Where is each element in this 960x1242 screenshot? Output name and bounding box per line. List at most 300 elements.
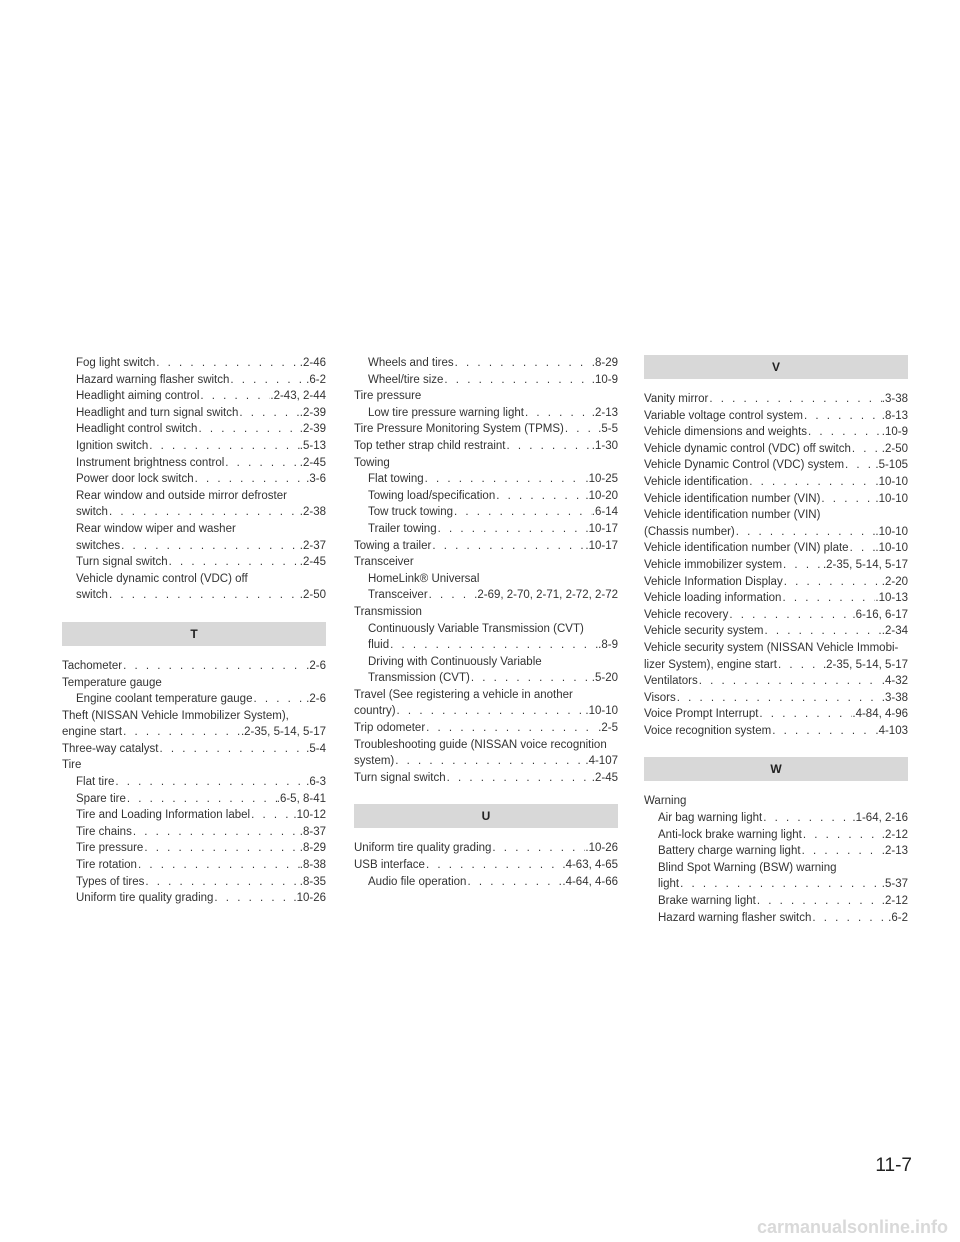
index-subentry: Driving with Continuously Variable — [368, 655, 542, 668]
index-entry — [644, 540, 908, 557]
index-subentry — [62, 587, 326, 604]
dot-leader — [807, 424, 882, 441]
entry-term: Battery charge warning light — [658, 845, 801, 858]
entry-pages[interactable]: .2-12 — [881, 828, 908, 841]
index-entry: Transceiver — [354, 556, 414, 569]
index-entry — [644, 690, 908, 707]
entry-pages[interactable]: .8-38 — [299, 859, 326, 872]
dot-leader — [194, 471, 307, 488]
index-subentry: HomeLink® Universal — [368, 572, 480, 585]
index-subentry — [62, 355, 326, 372]
entry-pages[interactable]: .2-45 — [591, 771, 618, 784]
index-entry — [644, 574, 908, 591]
entry-pages[interactable]: .6-2 — [306, 373, 326, 386]
index-subentry: Rear window wiper and washer — [76, 522, 236, 535]
index-entry: Travel (See registering a vehicle in another — [354, 688, 573, 701]
index-subentry — [62, 874, 326, 891]
index-entry — [354, 538, 618, 555]
entry-pages[interactable]: .5-37 — [881, 878, 908, 891]
dot-leader — [758, 706, 852, 723]
entry-term: Wheel/tire size — [368, 373, 444, 386]
index-column-3 — [644, 355, 908, 926]
dot-leader — [108, 587, 300, 604]
index-subentry — [62, 455, 326, 472]
index-subentry — [644, 893, 908, 910]
dot-leader — [428, 587, 475, 604]
index-entry: Vehicle security system (NISSAN Vehicle Immobi- — [644, 641, 899, 654]
index-subentry — [354, 355, 618, 372]
entry-term: (Chassis number) — [644, 525, 735, 538]
dot-leader — [783, 574, 882, 591]
entry-term: fluid — [368, 639, 390, 652]
entry-term: Flat tire — [76, 776, 115, 789]
index-entry — [644, 524, 908, 541]
index-entry: Temperature gauge — [62, 676, 162, 689]
dot-leader — [781, 590, 875, 607]
entry-term: Transmission (CVT) — [368, 672, 470, 685]
entry-pages[interactable]: .10-12 — [293, 809, 326, 822]
entry-pages[interactable]: .6-5, 8-41 — [276, 792, 326, 805]
index-entry — [644, 657, 908, 674]
entry-pages[interactable]: .10-9 — [881, 426, 908, 439]
entry-term: Fog light switch — [76, 357, 156, 369]
entry-term: Vehicle dynamic control (VDC) off switch — [644, 442, 851, 455]
dot-leader — [120, 538, 300, 555]
index-entry — [644, 557, 908, 574]
entry-term: USB interface — [354, 859, 425, 872]
entry-pages[interactable]: .2-5 — [598, 722, 618, 735]
entry-pages[interactable]: .5-4 — [306, 742, 326, 755]
entry-term: Headlight control switch — [76, 423, 198, 436]
entry-term: Air bag warning light — [658, 812, 763, 825]
entry-pages[interactable]: .2-35, 5-14, 5-17 — [240, 726, 326, 739]
entry-pages[interactable]: .2-39 — [299, 406, 326, 419]
dot-leader — [844, 457, 875, 474]
entry-pages[interactable]: .4-32 — [881, 675, 908, 688]
entry-pages[interactable]: .10-17 — [585, 522, 618, 535]
entry-pages[interactable]: .2-45 — [299, 556, 326, 569]
entry-pages[interactable]: .2-35, 5-14, 5-17 — [822, 658, 908, 671]
section-heading: U — [354, 804, 618, 828]
dot-leader — [564, 421, 598, 438]
entry-term: Transceiver — [368, 589, 428, 602]
index-entry — [354, 438, 618, 455]
index-entry — [644, 491, 908, 508]
entry-pages[interactable]: .5-13 — [299, 439, 326, 452]
entry-pages[interactable]: .8-29 — [591, 357, 618, 369]
index-subentry — [644, 810, 908, 827]
entry-term: lizer System), engine start — [644, 658, 777, 671]
entry-term: Types of tires — [76, 875, 145, 888]
entry-pages[interactable]: .4-107 — [585, 755, 618, 768]
index-entry — [354, 421, 618, 438]
dot-leader — [229, 372, 306, 389]
index-subentry — [62, 471, 326, 488]
page-number: 11-7 — [875, 1155, 912, 1176]
dot-leader — [224, 455, 299, 472]
dot-leader — [679, 876, 882, 893]
dot-leader — [126, 791, 277, 808]
dot-leader — [811, 910, 888, 927]
entry-term: Tachometer — [62, 659, 123, 672]
index-entry: Transmission — [354, 605, 422, 618]
section-heading: T — [62, 622, 326, 646]
entry-pages[interactable]: .10-10 — [875, 525, 908, 538]
entry-term: Anti-lock brake warning light — [658, 828, 802, 841]
index-subentry: Continuously Variable Transmission (CVT) — [368, 622, 584, 635]
index-entry — [354, 753, 618, 770]
entry-pages[interactable]: .4-84, 4-96 — [852, 708, 908, 721]
entry-pages[interactable]: .10-26 — [293, 892, 326, 905]
index-subentry: Blind Spot Warning (BSW) warning — [658, 861, 837, 874]
index-subentry — [354, 488, 618, 505]
dot-leader — [802, 827, 882, 844]
entry-pages[interactable]: .2-69, 2-70, 2-71, 2-72, 2-72 — [474, 589, 618, 602]
entry-pages[interactable]: .6-16, 6-17 — [852, 608, 908, 621]
entry-term: Flat towing — [368, 473, 424, 486]
dot-leader — [698, 673, 882, 690]
dot-leader — [748, 474, 875, 491]
dot-leader — [108, 504, 300, 521]
entry-term: Headlight and turn signal switch — [76, 406, 239, 419]
index-entry — [62, 724, 326, 741]
entry-term: Power door lock switch — [76, 473, 194, 486]
entry-term: country) — [354, 705, 396, 718]
index-subentry — [644, 876, 908, 893]
index-entry — [354, 703, 618, 720]
index-subentry — [354, 587, 618, 604]
index-entry — [644, 457, 908, 474]
entry-pages[interactable]: .2-37 — [299, 539, 326, 552]
index-entry — [354, 840, 618, 857]
dot-leader — [506, 438, 592, 455]
entry-pages[interactable]: .4-64, 4-66 — [562, 875, 618, 888]
entry-pages[interactable]: .10-26 — [585, 842, 618, 855]
index-entry — [354, 770, 618, 787]
entry-term: switch — [76, 506, 108, 519]
entry-pages[interactable]: .2-34 — [881, 625, 908, 638]
entry-pages[interactable]: .5-5 — [598, 423, 618, 436]
entry-term: Vehicle Dynamic Control (VDC) system — [644, 459, 845, 472]
entry-term: Turn signal switch — [76, 556, 168, 569]
entry-term: Turn signal switch — [354, 771, 446, 784]
dot-leader — [199, 388, 270, 405]
index-entry — [62, 658, 326, 675]
dot-leader — [159, 741, 307, 758]
dot-leader — [168, 554, 300, 571]
entry-pages[interactable]: .4-63, 4-65 — [562, 859, 618, 872]
index-subentry — [644, 910, 908, 927]
entry-pages[interactable]: .10-17 — [585, 539, 618, 552]
entry-pages[interactable]: .8-29 — [299, 842, 326, 855]
entry-pages[interactable]: .2-50 — [881, 442, 908, 455]
dot-leader — [446, 770, 592, 787]
entry-term: Hazard warning flasher switch — [76, 373, 230, 386]
entry-term: Low tire pressure warning light — [368, 406, 524, 419]
entry-pages[interactable]: .2-35, 5-14, 5-17 — [822, 558, 908, 571]
entry-pages[interactable]: .2-6 — [306, 693, 326, 706]
index-subentry — [62, 890, 326, 907]
dot-leader — [491, 840, 585, 857]
dot-leader — [213, 890, 293, 907]
watermark: carmanualsonline.info — [756, 1217, 948, 1237]
index-entry — [644, 623, 908, 640]
index-entry — [354, 857, 618, 874]
dot-leader — [396, 703, 586, 720]
dot-leader — [437, 521, 586, 538]
dot-leader — [132, 824, 300, 841]
entry-pages[interactable]: .1-64, 2-16 — [852, 812, 908, 825]
dot-leader — [708, 391, 881, 408]
entry-term: Vehicle identification number (VIN) plate — [644, 542, 849, 555]
entry-pages[interactable]: .2-39 — [299, 423, 326, 436]
entry-term: Tire rotation — [76, 859, 137, 872]
entry-pages[interactable]: .6-2 — [888, 911, 908, 924]
index-subentry — [62, 405, 326, 422]
entry-term: Vehicle identification number (VIN) — [644, 492, 821, 505]
dot-leader — [389, 637, 598, 654]
entry-term: Tire pressure — [76, 842, 144, 855]
entry-pages[interactable]: .6-3 — [306, 776, 326, 789]
entry-pages[interactable]: .2-38 — [299, 506, 326, 519]
entry-term: Tire and Loading Information label — [76, 809, 251, 822]
dot-leader — [431, 538, 585, 555]
index-subentry: Vehicle dynamic control (VDC) off — [76, 572, 248, 585]
index-subentry — [62, 791, 326, 808]
dot-leader — [728, 607, 852, 624]
entry-pages[interactable]: .10-9 — [591, 373, 618, 386]
entry-term: Wheels and tires — [368, 357, 454, 369]
dot-leader — [851, 441, 882, 458]
index-entry: Troubleshooting guide (NISSAN voice recognition — [354, 738, 607, 751]
index-subentry — [62, 774, 326, 791]
index-column-1 — [62, 355, 326, 907]
entry-pages[interactable]: .10-10 — [875, 475, 908, 488]
entry-term: Ignition switch — [76, 439, 149, 452]
entry-term: Headlight aiming control — [76, 390, 200, 403]
dot-leader — [143, 840, 299, 857]
index-entry — [644, 441, 908, 458]
index-subentry — [354, 521, 618, 538]
entry-term: Uniform tire quality grading — [76, 892, 214, 905]
entry-term: Variable voltage control system — [644, 409, 803, 422]
index-entry — [644, 723, 908, 740]
entry-term: Engine coolant temperature gauge — [76, 693, 253, 706]
dot-leader — [122, 658, 306, 675]
entry-term: Uniform tire quality grading — [354, 842, 492, 855]
entry-pages[interactable]: .10-25 — [585, 473, 618, 486]
index-entry: Vehicle identification number (VIN) — [644, 509, 821, 522]
index-subentry — [62, 438, 326, 455]
dot-leader — [453, 504, 592, 521]
entry-term: Visors — [644, 691, 676, 704]
entry-pages[interactable]: .10-10 — [875, 492, 908, 505]
entry-pages[interactable]: .6-14 — [591, 506, 618, 519]
entry-term: Brake warning light — [658, 895, 756, 908]
entry-term: Trailer towing — [368, 522, 437, 535]
entry-term: Spare tire — [76, 792, 126, 805]
entry-pages[interactable]: .2-45 — [299, 456, 326, 469]
dot-leader — [777, 657, 823, 674]
entry-term: Vehicle security system — [644, 625, 764, 638]
index-entry: Tire pressure — [354, 390, 422, 403]
entry-term: Tire chains — [76, 825, 132, 838]
index-entry: Tire — [62, 759, 82, 772]
entry-term: Vehicle loading information — [644, 592, 782, 605]
entry-term: switches — [76, 539, 121, 552]
entry-pages[interactable]: .10-20 — [585, 489, 618, 502]
entry-term: Vanity mirror — [644, 393, 709, 405]
index-entry: Warning — [644, 795, 687, 808]
dot-leader — [197, 421, 299, 438]
entry-term: Voice Prompt Interrupt — [644, 708, 759, 721]
index-subentry — [354, 637, 618, 654]
index-subentry — [62, 388, 326, 405]
entry-term: switch — [76, 589, 108, 602]
index-column-2 — [354, 355, 618, 890]
entry-term: Three-way catalyst — [62, 742, 159, 755]
entry-pages[interactable]: .3-38 — [881, 393, 908, 405]
dot-leader — [155, 355, 300, 372]
entry-pages[interactable]: .10-10 — [875, 542, 908, 555]
index-subentry — [62, 691, 326, 708]
dot-leader — [470, 670, 592, 687]
index-subentry — [62, 807, 326, 824]
entry-pages[interactable]: .3-38 — [881, 691, 908, 704]
dot-leader — [250, 807, 293, 824]
index-subentry — [62, 824, 326, 841]
section-heading: W — [644, 757, 908, 781]
index-subentry — [354, 405, 618, 422]
entry-term: Vehicle identification — [644, 475, 749, 488]
entry-pages[interactable]: .8-13 — [881, 409, 908, 422]
index-subentry — [62, 538, 326, 555]
entry-term: Vehicle dimensions and weights — [644, 426, 808, 439]
entry-pages[interactable]: .2-46 — [299, 357, 326, 369]
entry-term: Voice recognition system — [644, 724, 772, 737]
dot-leader — [524, 405, 592, 422]
index-entry — [644, 607, 908, 624]
entry-pages[interactable]: .4-103 — [875, 724, 908, 737]
index-entry — [644, 673, 908, 690]
index-entry — [644, 391, 908, 408]
index-subentry — [62, 421, 326, 438]
index-subentry — [62, 840, 326, 857]
dot-leader — [148, 438, 300, 455]
entry-term: Vehicle Information Display — [644, 575, 783, 588]
dot-leader — [756, 893, 882, 910]
entry-term: system) — [354, 755, 395, 768]
index-subentry — [354, 670, 618, 687]
entry-pages[interactable]: .8-9 — [598, 639, 618, 652]
dot-leader — [122, 724, 241, 741]
dot-leader — [764, 623, 882, 640]
entry-term: Instrument brightness control — [76, 456, 225, 469]
dot-leader — [762, 810, 852, 827]
entry-pages[interactable]: .2-6 — [306, 659, 326, 672]
entry-pages[interactable]: .2-13 — [591, 406, 618, 419]
entry-pages[interactable]: .10-10 — [585, 705, 618, 718]
entry-pages[interactable]: .2-12 — [881, 895, 908, 908]
dot-leader — [238, 405, 299, 422]
index-subentry — [354, 504, 618, 521]
entry-term: Towing load/specification — [368, 489, 496, 502]
dot-leader — [849, 540, 876, 557]
index-subentry — [644, 843, 908, 860]
dot-leader — [771, 723, 875, 740]
dot-leader — [454, 355, 592, 372]
index-entry — [354, 720, 618, 737]
entry-term: Vehicle recovery — [644, 608, 729, 621]
dot-leader — [495, 488, 585, 505]
dot-leader — [394, 753, 585, 770]
entry-pages[interactable]: .8-35 — [299, 875, 326, 888]
index-subentry — [62, 554, 326, 571]
index-subentry — [62, 504, 326, 521]
index-entry — [644, 474, 908, 491]
index-entry — [644, 424, 908, 441]
dot-leader — [137, 857, 300, 874]
entry-term: engine start — [62, 726, 123, 739]
dot-leader — [424, 471, 586, 488]
index-entry — [644, 590, 908, 607]
index-subentry — [644, 827, 908, 844]
entry-pages[interactable]: .10-13 — [875, 592, 908, 605]
dot-leader — [676, 690, 882, 707]
index-subentry — [354, 874, 618, 891]
dot-leader — [425, 720, 598, 737]
entry-term: Ventilators — [644, 675, 698, 688]
dot-leader — [803, 408, 882, 425]
entry-pages[interactable]: .2-50 — [299, 589, 326, 602]
index-subentry — [62, 372, 326, 389]
entry-pages[interactable]: .2-43, 2-44 — [270, 390, 326, 403]
entry-pages[interactable]: .2-13 — [881, 845, 908, 858]
entry-pages[interactable]: .5-20 — [591, 672, 618, 685]
entry-pages[interactable]: .3-6 — [306, 473, 326, 486]
index-entry: Towing — [354, 456, 390, 469]
index-subentry — [354, 471, 618, 488]
entry-term: Tire Pressure Monitoring System (TPMS) — [354, 423, 564, 436]
index-entry: Theft (NISSAN Vehicle Immobilizer System), — [62, 709, 289, 722]
dot-leader — [144, 874, 299, 891]
entry-term: Tow truck towing — [368, 506, 454, 519]
entry-term: Vehicle immobilizer system — [644, 558, 783, 571]
entry-pages[interactable]: .5-105 — [875, 459, 908, 472]
index-entry — [644, 408, 908, 425]
dot-leader — [782, 557, 823, 574]
dot-leader — [252, 691, 306, 708]
entry-term: light — [658, 878, 680, 891]
entry-pages[interactable]: .8-37 — [299, 825, 326, 838]
index-entry — [62, 741, 326, 758]
entry-term: Audio file operation — [368, 875, 467, 888]
section-heading: V — [644, 355, 908, 379]
dot-leader — [466, 874, 562, 891]
entry-term: Top tether strap child restraint — [354, 439, 506, 452]
index-subentry — [62, 857, 326, 874]
dot-leader — [735, 524, 876, 541]
index-subentry: Rear window and outside mirror defroster — [76, 489, 287, 502]
dot-leader — [820, 491, 875, 508]
dot-leader — [443, 372, 591, 389]
entry-pages[interactable]: .2-20 — [881, 575, 908, 588]
entry-term: Trip odometer — [354, 722, 426, 735]
dot-leader — [114, 774, 306, 791]
index-subentry — [354, 372, 618, 389]
entry-term: Hazard warning flasher switch — [658, 911, 812, 924]
entry-pages[interactable]: .1-30 — [591, 439, 618, 452]
